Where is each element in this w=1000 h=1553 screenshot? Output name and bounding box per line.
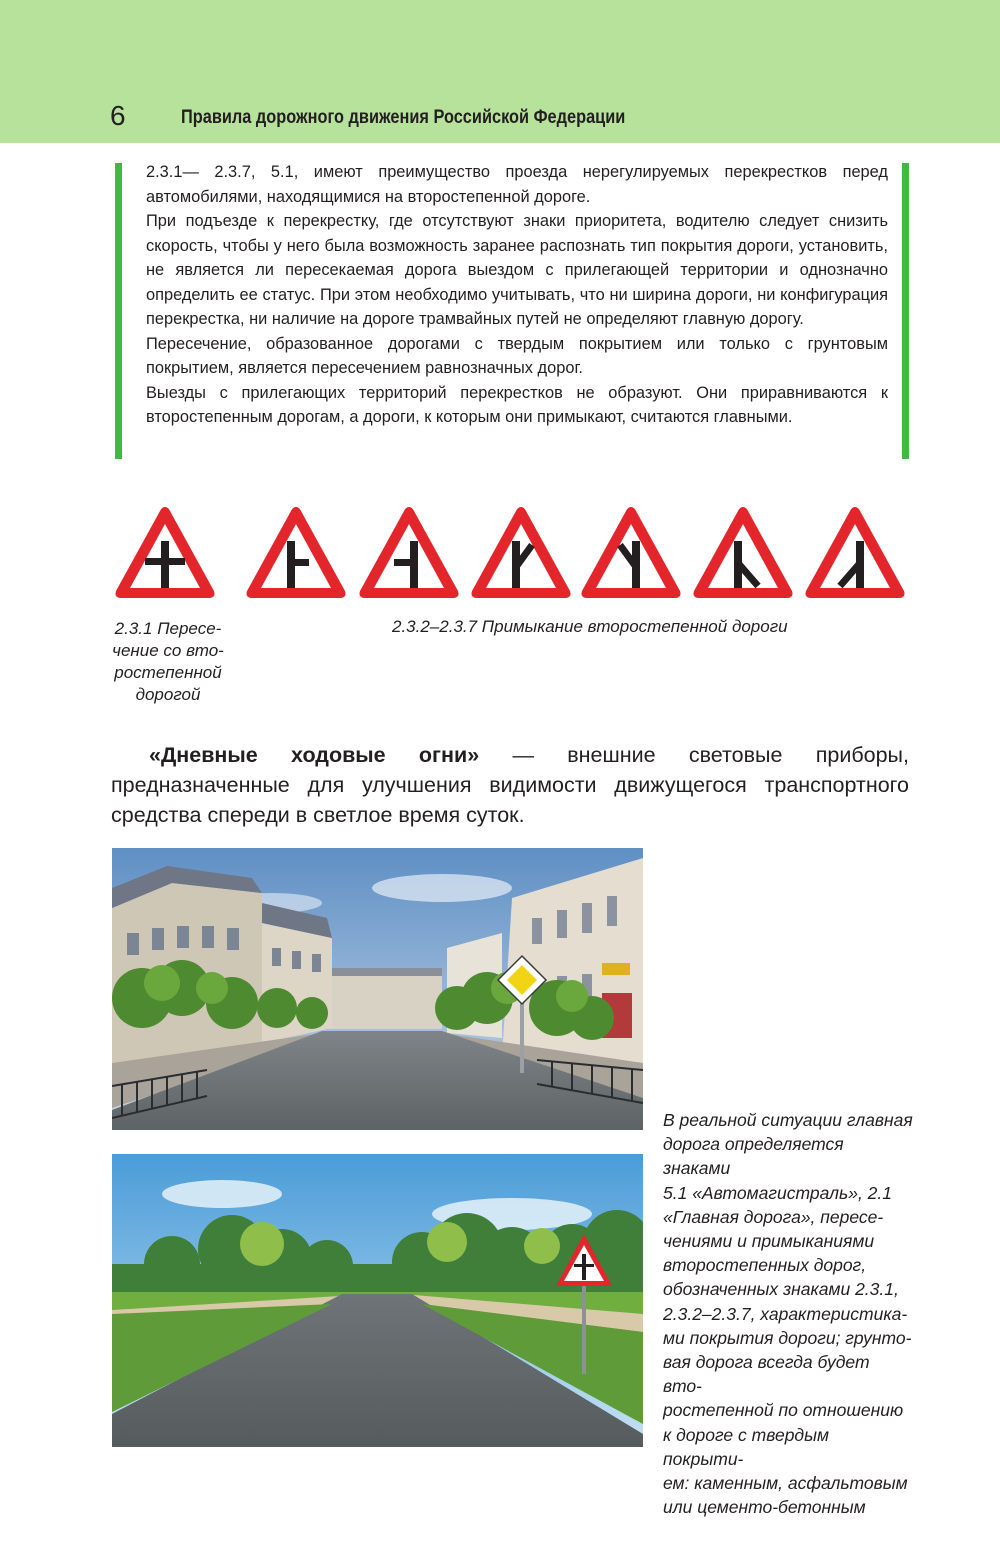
caption-line: чениями и примыканиями <box>663 1231 875 1252</box>
side-road-right-icon <box>243 503 349 603</box>
caption-line: «Главная дорога», пересе- <box>663 1206 884 1227</box>
photo-city-street <box>112 848 643 1130</box>
photo-rural-intersection <box>112 1154 643 1447</box>
box-paragraph: 2.3.1— 2.3.7, 5.1, имеют преимущество проезда нерегулируемых перекрестков перед автомобилями, находящимися на второстепенной дороге. <box>146 163 888 206</box>
box-accent-bar-right <box>902 163 909 459</box>
road-signs-row <box>112 503 912 605</box>
side-road-left-angled-back-icon <box>802 503 908 603</box>
box-paragraph: Выезды с прилегающих территорий перекрестков не образуют. Они приравниваются к второстепенным дорогам, а дороги, к которым они примыкают, считаются главными. <box>146 383 888 426</box>
caption-line: ростепенной <box>114 663 222 682</box>
side-road-right-angled-icon <box>468 503 574 603</box>
caption-line: к дороге с твердым покрыти- <box>663 1424 829 1469</box>
caption-line: ем: каменным, асфальтовым <box>663 1473 908 1494</box>
caption-line: ми покрытия дороги; грунто- <box>663 1327 912 1348</box>
caption-sign-2-3-1 <box>112 618 224 706</box>
box-paragraph: При подъезде к перекрестку, где отсутствуют знаки приоритета, водителю следует снизить скорость, чтобы у него была возможность заранее распознать тип покрытия дороги, установить, не является ли пересекаемая дорога выездом с прилегающей территории и однозначно определить ее статус. При этом необходимо учитывать, что ни ширина дороги, ни конфигурация перекрестка, ни наличие на дороге трамвайных путей не определяют главную дорогу. <box>146 212 888 328</box>
side-road-right-angled-back-icon <box>690 503 796 603</box>
page-number: 6 <box>110 100 126 131</box>
caption-line: вая дорога всегда будет вто- <box>663 1352 870 1397</box>
caption-line: В реальной ситуации главная <box>663 1110 913 1130</box>
running-title: Правила дорожного движения Российской Федерации <box>181 107 626 128</box>
caption-line: 2.3.1 Пересе- <box>114 619 222 638</box>
definition-term: «Дневные ходовые огни» <box>149 743 480 767</box>
highlight-box-text <box>146 160 888 430</box>
crossroad-side-road-icon <box>112 503 218 603</box>
side-road-left-icon <box>356 503 462 603</box>
side-road-left-angled-icon <box>578 503 684 603</box>
caption-line: обозначенных знаками 2.3.1, <box>663 1279 899 1300</box>
box-accent-bar-left <box>115 163 122 459</box>
photo-caption <box>663 1108 913 1519</box>
box-paragraph: Пересечение, образованное дорогами с твердым покрытием или только с грунтовым покрытием, является пересечением равнозначных дорог. <box>146 334 888 377</box>
page-header <box>0 0 1000 143</box>
definition-paragraph <box>111 740 909 830</box>
caption-signs-2-3-2-2-3-7: 2.3.2–2.3.7 Примыкание второстепенной дороги <box>392 617 788 636</box>
definition-text: — внешние световые приборы, предназначенные для улучшения видимости движущегося транспортного средства спереди в светлое время суток. <box>111 743 909 827</box>
caption-line: или цементо-бетонным <box>663 1497 866 1518</box>
caption-line: 2.3.2–2.3.7, характеристика- <box>663 1303 908 1324</box>
caption-line: дорога определяется знаками <box>663 1134 844 1179</box>
caption-line: 5.1 «Автомагистраль», 2.1 <box>663 1182 892 1203</box>
caption-line: ростепенной по отношению <box>663 1400 904 1421</box>
caption-line: второстепенных дорог, <box>663 1255 867 1276</box>
caption-line: дорогой <box>135 685 201 704</box>
caption-line: чение со вто- <box>112 641 224 660</box>
